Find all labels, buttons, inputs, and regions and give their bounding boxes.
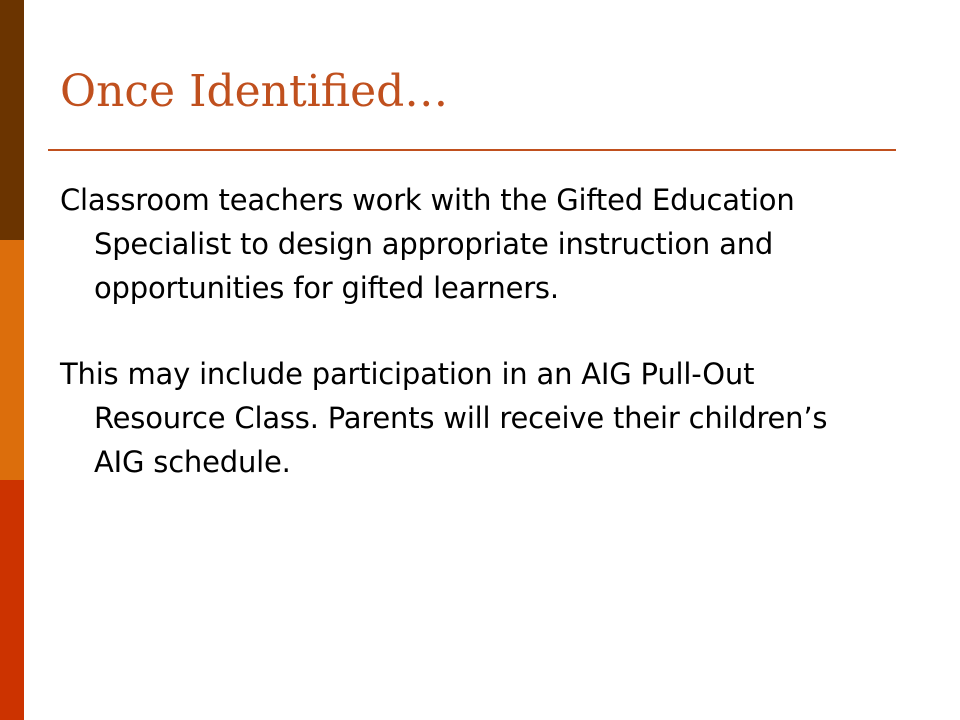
- title-divider: [48, 149, 896, 151]
- slide-body: [60, 178, 850, 526]
- slide-title: Once Identified…: [60, 66, 449, 117]
- accent-stripe-middle: [0, 240, 24, 480]
- accent-stripe-top: [0, 0, 24, 240]
- body-paragraph-1: Classroom teachers work with the Gifted Education Specialist to design appropriate instruction and opportunities for gifted learners.: [60, 183, 795, 305]
- accent-stripe-bottom: [0, 480, 24, 720]
- body-paragraph-2: This may include participation in an AIG Pull-Out Resource Class. Parents will receive their children’s AIG schedule.: [60, 357, 828, 479]
